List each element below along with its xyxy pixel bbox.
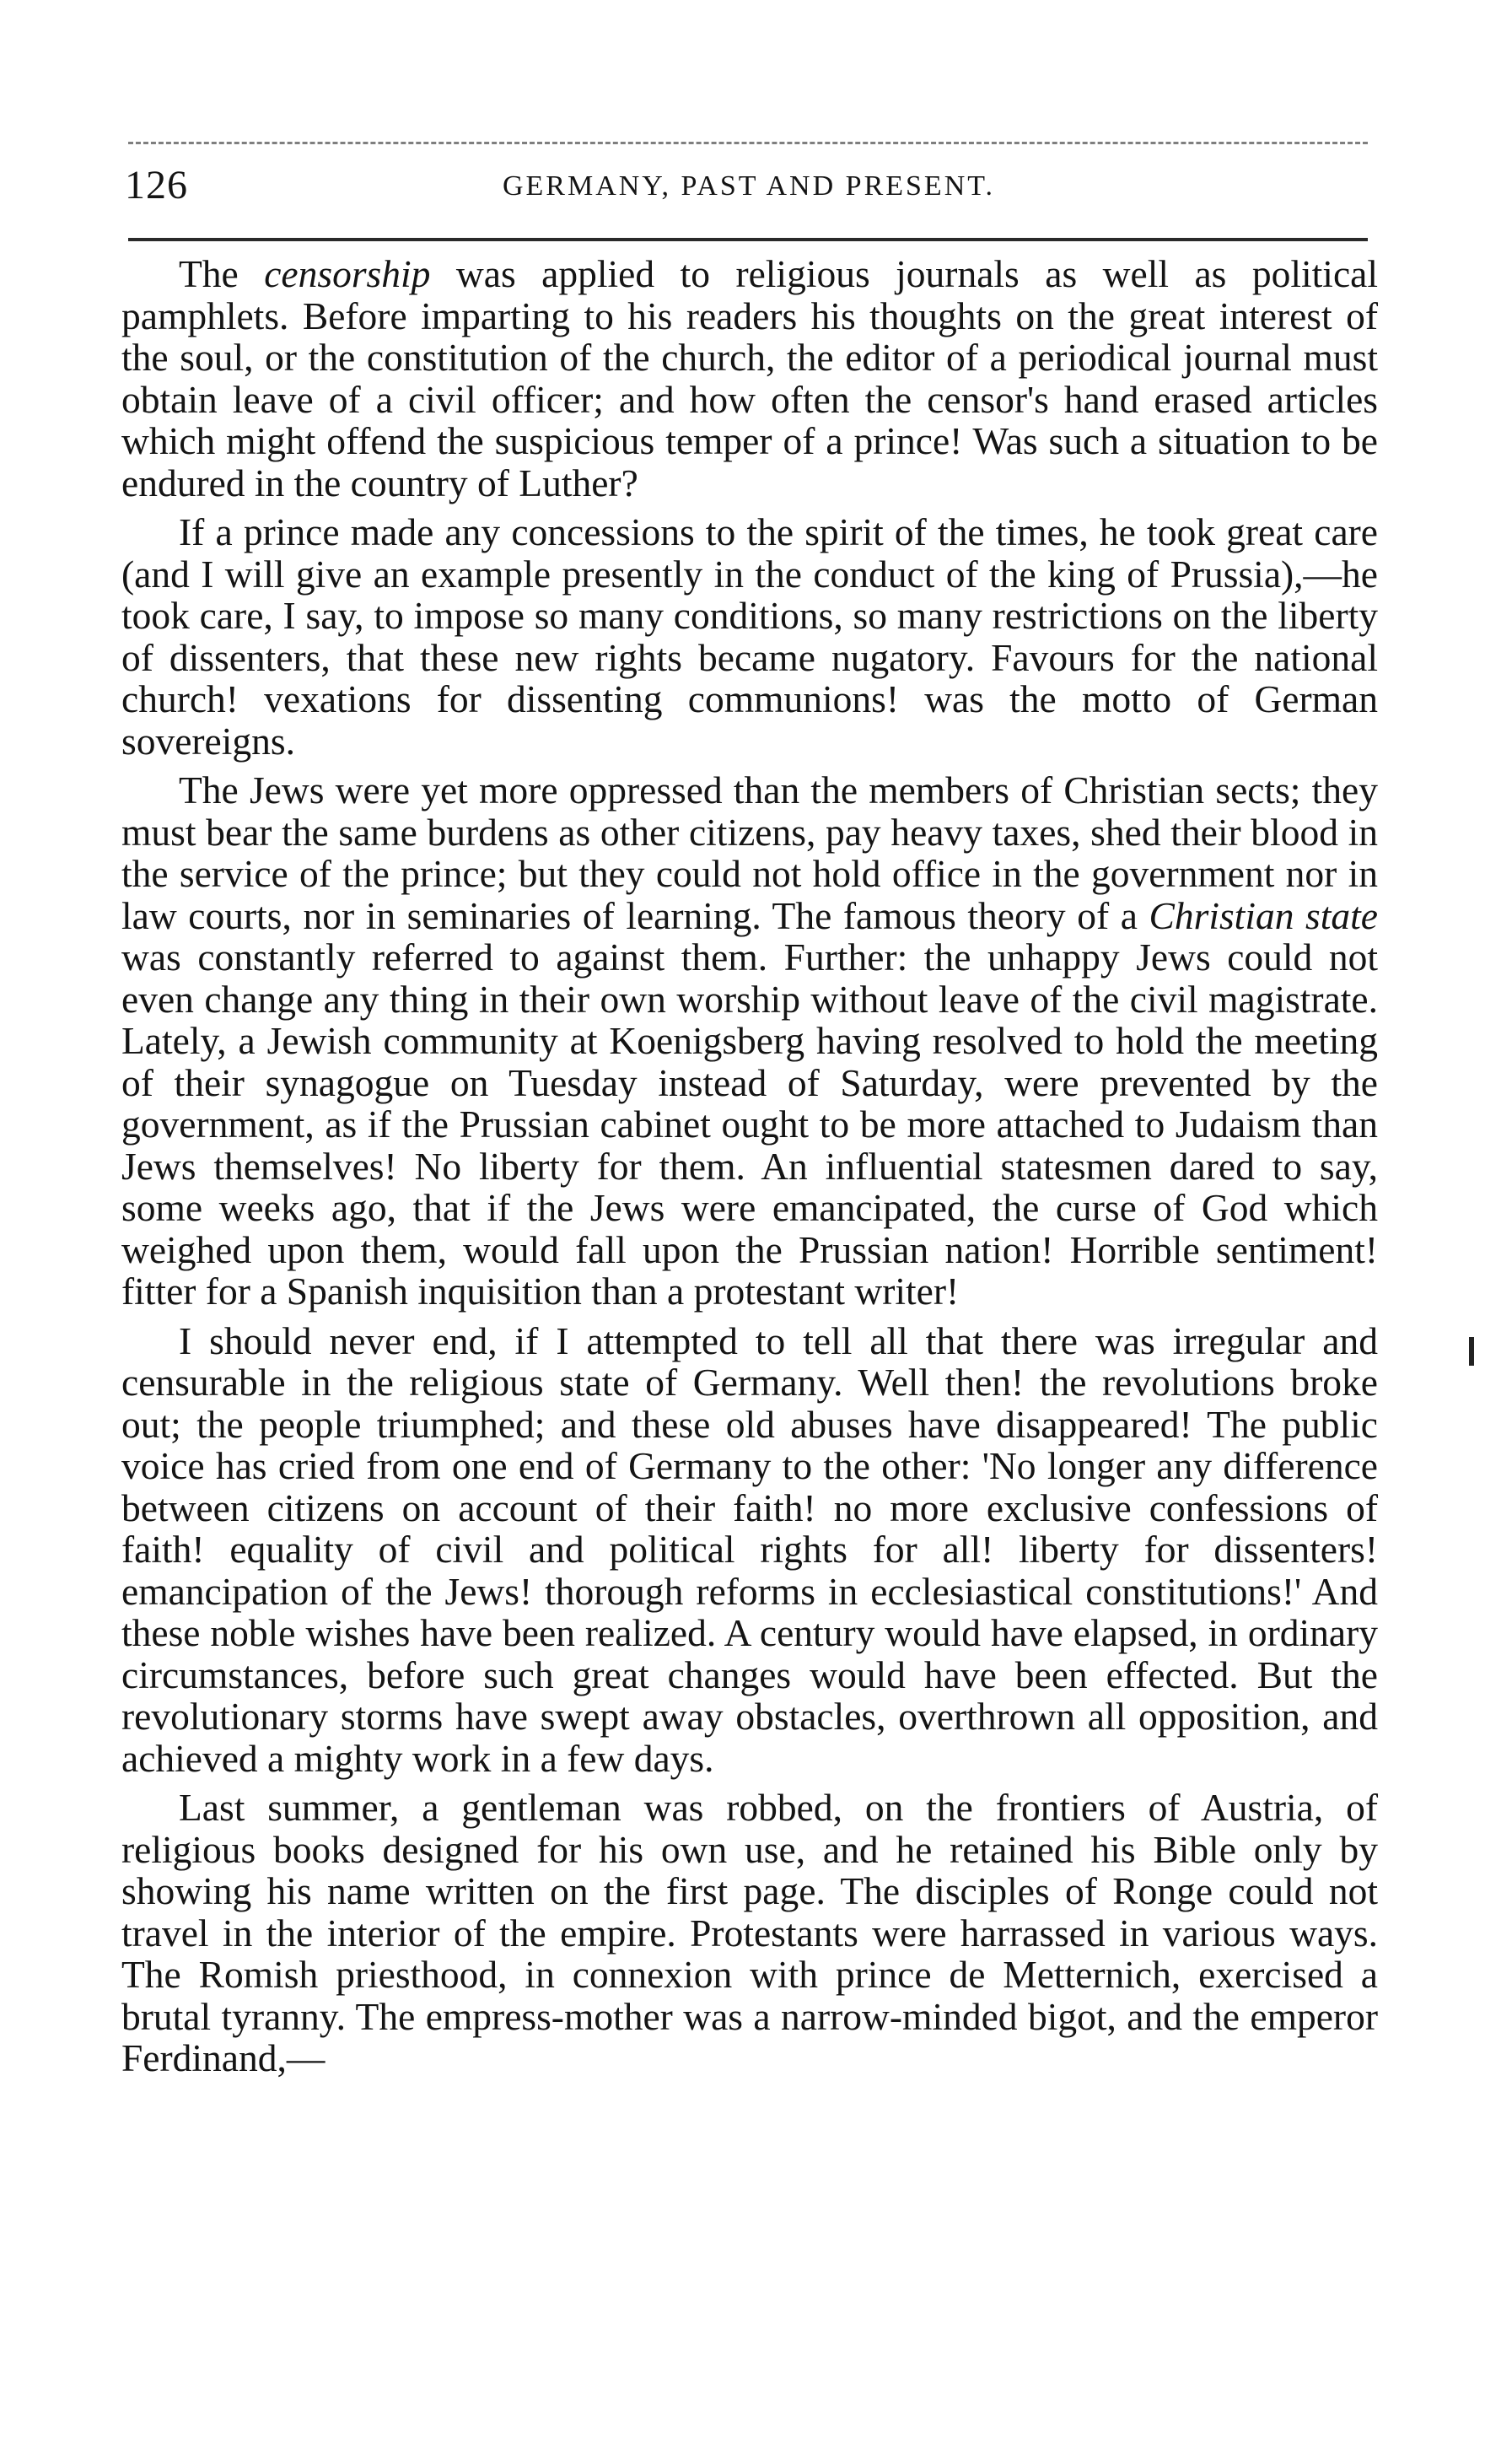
italic-term: censorship [264,252,431,295]
paragraph-text: The [179,252,265,295]
page-number: 126 [125,163,188,208]
paragraph-revolutions: I should never end, if I attempted to tell all that there was irregular and censurable in the religious state of Germany. Well then! the revolutions broke out; the people triumphed; and these old abuses have disappeared! The public voice has cried from one end of Germany to the other: 'No longer any difference between citizens on account of their faith! no more exclusive confessions of faith! equality of civil and political rights for all! liberty for dissenters! emancipation of the Jews! thorough reforms in ecclesiastical constitutions!' And these noble wishes have been realized. A century would have elapsed, in ordinary circumstances, before such great changes would have been effected. But the revolutionary storms have swept away obstacles, overthrown all opposition, and achieved a mighty work in a few days. [121,1318,1378,1780]
margin-mark [1469,1337,1474,1366]
paragraph-text: was applied to religious journals as well as political pamphlets. Before imparting to his readers his thoughts on the great interest of the soul, or the constitution of the church, the editor of a periodical journal must obtain leave of a civil officer; and how often the censor's hand erased articles which might offend the suspicious temper of a prince! Was such a situation to be endured in the country of Luther? [121,252,1378,504]
running-title: GERMANY, PAST AND PRESENT. [502,170,996,202]
paragraph-text: The Jews were yet more oppressed than the members of Christian sects; they must bear the same burdens as other citizens, pay heavy taxes, shed their blood in the service of the prince; but they could not hold office in the government nor in law courts, nor in seminaries of learning. The famous theory of a [121,768,1378,937]
italic-term: Christian state [1149,893,1378,937]
running-header [125,160,1373,211]
paragraph-text: was constantly referred to against them. Further: the unhappy Jews could not even change any thing in their own worship without leave of the civil magistrate. Lately, a Jewish community at Koenigsberg having resolved to hold the meeting of their synagogue on Tuesday instead of Saturday, were prevented by the government, as if the Prussian cabinet ought to be more attached to Judaism than Jews themselves! No liberty for them. An influential statesmen dared to say, some weeks ago, that if the Jews were emancipated, the curse of God which weighed upon them, would fall upon the Prussian nation! Horrible sentiment! fitter for a Spanish inquisition than a protestant writer! [121,935,1378,1313]
paragraph-last-summer: Last summer, a gentleman was robbed, on the frontiers of Austria, of religious books designed for his own use, and he retained his Bible only by showing his name written on the first page. The disciples of Ronge could not travel in the interior of the empire. Protestants were harrassed in various ways. The Romish priesthood, in connexion with prince de Metternich, exercised a brutal tyranny. The empress-mother was a narrow-minded bigot, and the emperor Ferdinand,— [121,1786,1378,2079]
paragraph-censorship [121,253,1378,504]
paragraph-jews [121,769,1378,1313]
paragraph-concessions: If a prince made any concessions to the spirit of the times, he took great care (and I will give an example presently in the conduct of the king of Prussia),—he took care, I say, to impose so many conditions, so many restrictions on the liberty of dissenters, that these new rights became nugatory. Favours for the national church! vexations for dissenting communions! was the motto of German sovereigns. [121,510,1378,763]
body-text [121,253,1378,2087]
top-dotted-rule [128,142,1368,144]
header-rule [128,238,1368,241]
